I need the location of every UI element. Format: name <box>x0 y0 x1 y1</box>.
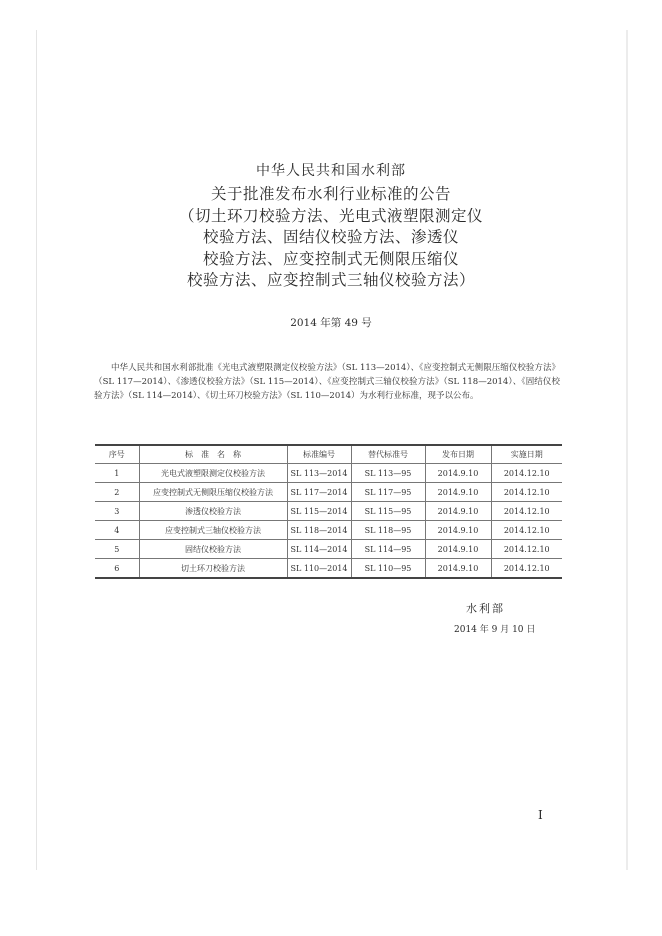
cell-index: 5 <box>95 540 139 559</box>
cell-effective-date: 2014.12.10 <box>491 540 562 559</box>
table-header-row <box>95 445 562 464</box>
cell-standard-code: SL 110—2014 <box>287 559 351 579</box>
cell-effective-date: 2014.12.10 <box>491 559 562 579</box>
cell-release-date: 2014.9.10 <box>425 559 491 579</box>
header-replaced-code: 替代标准号 <box>351 445 425 464</box>
cell-index: 1 <box>95 464 139 483</box>
header-index: 序号 <box>95 445 139 464</box>
cell-replaced-code: SL 118—95 <box>351 521 425 540</box>
cell-standard-code: SL 113—2014 <box>287 464 351 483</box>
cell-index: 2 <box>95 483 139 502</box>
title-line-1: 关于批准发布水利行业标准的公告 <box>210 185 451 203</box>
table-row <box>95 559 562 579</box>
header-standard-code: 标准编号 <box>287 445 351 464</box>
cell-release-date: 2014.9.10 <box>425 483 491 502</box>
cell-index: 4 <box>95 521 139 540</box>
issue-date: 2014 年 9 月 10 日 <box>454 625 536 635</box>
cell-effective-date: 2014.12.10 <box>491 483 562 502</box>
table-row <box>95 483 562 502</box>
cell-release-date: 2014.9.10 <box>425 521 491 540</box>
title-line-5: 校验方法、应变控制式三轴仪校验方法） <box>186 271 475 289</box>
cell-effective-date: 2014.12.10 <box>491 521 562 540</box>
cell-replaced-code: SL 117—95 <box>351 483 425 502</box>
page-number: I <box>538 808 543 822</box>
cell-release-date: 2014.9.10 <box>425 464 491 483</box>
cell-index: 3 <box>95 502 139 521</box>
ministry-name: 中华人民共和国水利部 <box>256 163 406 179</box>
cell-standard-code: SL 115—2014 <box>287 502 351 521</box>
title-line-4: 校验方法、应变控制式无侧限压缩仪 <box>202 249 459 268</box>
table-row <box>95 521 562 540</box>
table-row <box>95 502 562 521</box>
cell-standard-name: 应变控制式无侧限压缩仪校验方法 <box>139 483 287 502</box>
cell-standard-name: 固结仪校验方法 <box>139 540 287 559</box>
cell-standard-code: SL 118—2014 <box>287 521 351 540</box>
table-row <box>95 464 562 483</box>
scan-edge-right <box>626 30 628 870</box>
header-effective-date: 实施日期 <box>491 445 562 464</box>
announcement-body: 中华人民共和国水利部批准《光电式液塑限测定仪校验方法》（SL 113—2014）、《应变控制式无侧限压缩仪校验方法》（SL 117—2014）、《渗透仪校验方法》（SL 115—2014）、《应变控制式三轴仪校验方法》（SL 118—2014）、《固结仪校验方法》（SL 114—2014）、《切土环刀校验方法》（SL 110—2014）为水利行业标准，现予以公布。 <box>94 362 560 401</box>
cell-replaced-code: SL 110—95 <box>351 559 425 579</box>
cell-replaced-code: SL 114—95 <box>351 540 425 559</box>
cell-effective-date: 2014.12.10 <box>491 502 562 521</box>
cell-release-date: 2014.9.10 <box>425 540 491 559</box>
cell-standard-name: 切土环刀校验方法 <box>139 559 287 579</box>
header-standard-name: 标 准 名 称 <box>139 445 287 464</box>
cell-standard-code: SL 117—2014 <box>287 483 351 502</box>
scan-edge-left <box>36 30 37 870</box>
cell-standard-name: 渗透仪校验方法 <box>139 502 287 521</box>
standards-table <box>95 444 562 579</box>
cell-standard-code: SL 114—2014 <box>287 540 351 559</box>
title-line-3: 校验方法、固结仪校验方法、渗透仪 <box>202 228 459 246</box>
cell-replaced-code: SL 115—95 <box>351 502 425 521</box>
cell-replaced-code: SL 113—95 <box>351 464 425 483</box>
document-number: 2014 年第 49 号 <box>290 317 372 329</box>
cell-index: 6 <box>95 559 139 579</box>
header-release-date: 发布日期 <box>425 445 491 464</box>
cell-standard-name: 光电式液塑限测定仪校验方法 <box>139 464 287 483</box>
issuer-signature: 水利部 <box>466 602 505 615</box>
cell-release-date: 2014.9.10 <box>425 502 491 521</box>
table-row <box>95 540 562 559</box>
announcement-title <box>0 184 662 292</box>
title-line-2: （切土环刀校验方法、光电式液塑限测定仪 <box>178 206 483 225</box>
cell-effective-date: 2014.12.10 <box>491 464 562 483</box>
cell-standard-name: 应变控制式三轴仪校验方法 <box>139 521 287 540</box>
